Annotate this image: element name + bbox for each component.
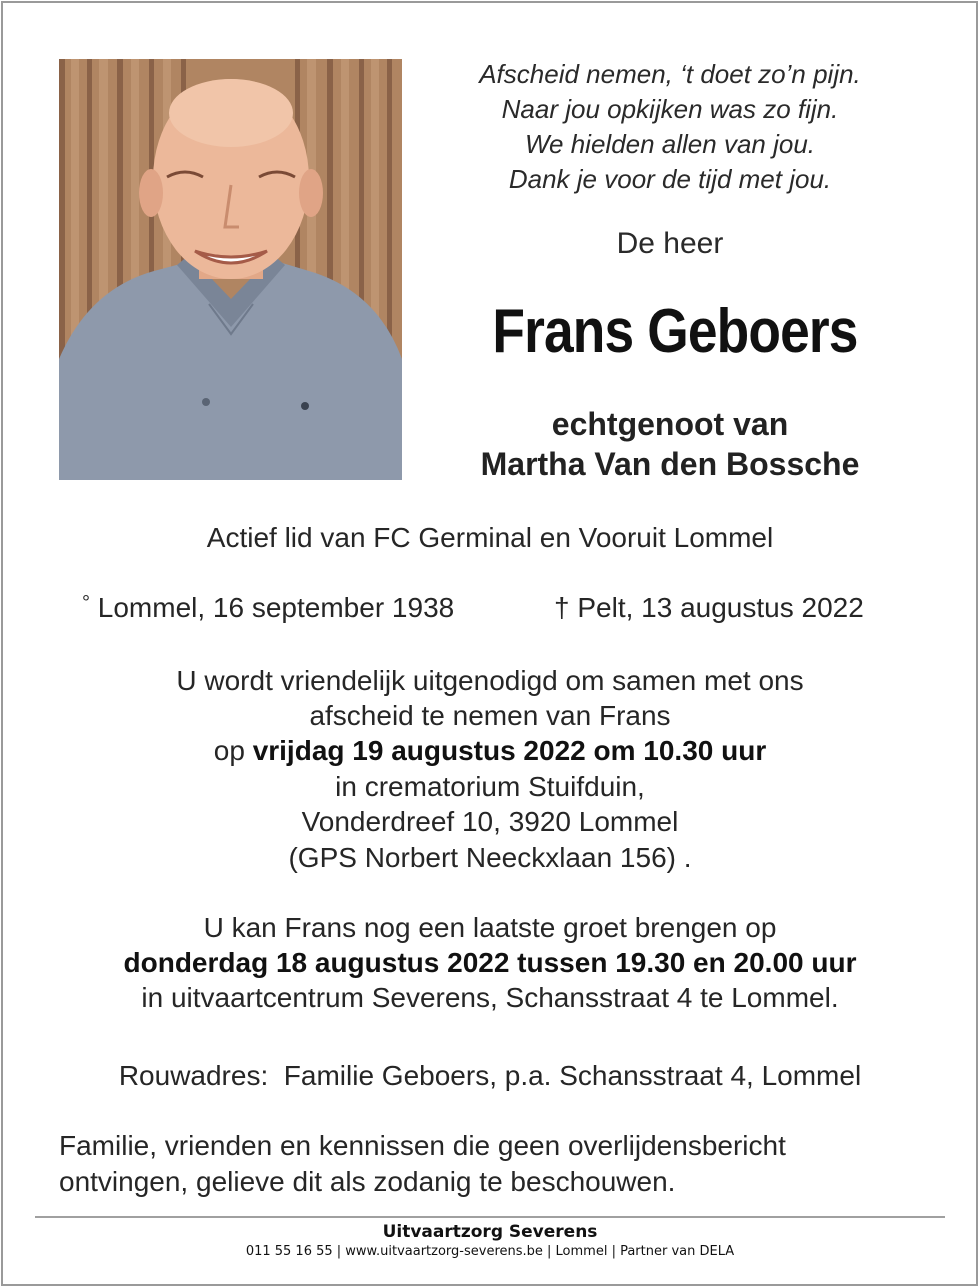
- visitation-date: donderdag 18 augustus 2022 tussen 19.30 en 20.00 uur: [123, 947, 857, 978]
- address-value: Familie Geboers, p.a. Schansstraat 4, Lommel: [283, 1060, 862, 1091]
- deceased-name: Frans Geboers: [492, 297, 858, 366]
- poem-line: Dank je voor de tijd met jou.: [508, 164, 832, 194]
- visitation-line-1: U kan Frans nog een laatste groet brengen op: [203, 912, 777, 943]
- poem: [400, 57, 940, 197]
- birth-text: Lommel, 16 september 1938: [97, 592, 455, 623]
- mourning-address: [0, 1060, 980, 1092]
- poem-line: We hielden allen van jou.: [524, 129, 816, 159]
- ceremony-date-prefix: op: [213, 735, 245, 766]
- death-symbol: †: [554, 592, 570, 623]
- death-info: [554, 592, 864, 624]
- death-text: Pelt, 13 augustus 2022: [577, 592, 864, 623]
- ceremony-gps: (GPS Norbert Neeckxlaan 156) .: [288, 842, 692, 873]
- ceremony-line-1: U wordt vriendelijk uitgenodigd om samen met ons: [176, 665, 804, 696]
- address-label: Rouwadres:: [118, 1060, 269, 1091]
- notice-line-2: ontvingen, gelieve dit als zodanig te beschouwen.: [59, 1166, 676, 1197]
- spouse-name: Martha Van den Bossche: [480, 446, 860, 482]
- spouse-block: [420, 404, 920, 484]
- ceremony-date-line: [0, 735, 980, 767]
- ceremony-line-2: afscheid te nemen van Frans: [309, 700, 671, 731]
- birth-symbol: °: [82, 592, 90, 614]
- relation-label: echtgenoot van: [551, 406, 789, 442]
- birth-info: [82, 592, 454, 624]
- ceremony-address: Vonderdreef 10, 3920 Lommel: [301, 806, 679, 837]
- honorific: De heer: [616, 227, 724, 260]
- poem-line: Naar jou opkijken was zo fijn.: [501, 94, 839, 124]
- funeral-company: Uitvaartzorg Severens: [382, 1222, 598, 1242]
- portrait-photo: [59, 59, 402, 480]
- ceremony-date: vrijdag 19 augustus 2022 om 10.30 uur: [252, 735, 767, 766]
- notice-line-1: Familie, vrienden en kennissen die geen overlijdensbericht: [59, 1130, 786, 1161]
- ceremony-location: in crematorium Stuifduin,: [335, 771, 645, 802]
- membership: Actief lid van FC Germinal en Vooruit Lommel: [206, 522, 774, 553]
- poem-line: Afscheid nemen, ‘t doet zo’n pijn.: [479, 59, 861, 89]
- footer-divider: [35, 1216, 945, 1218]
- visitation-location: in uitvaartcentrum Severens, Schansstraat 4 te Lommel.: [141, 982, 839, 1013]
- funeral-company-info: 011 55 16 55 | www.uitvaartzorg-severens.be | Lommel | Partner van DELA: [245, 1244, 735, 1259]
